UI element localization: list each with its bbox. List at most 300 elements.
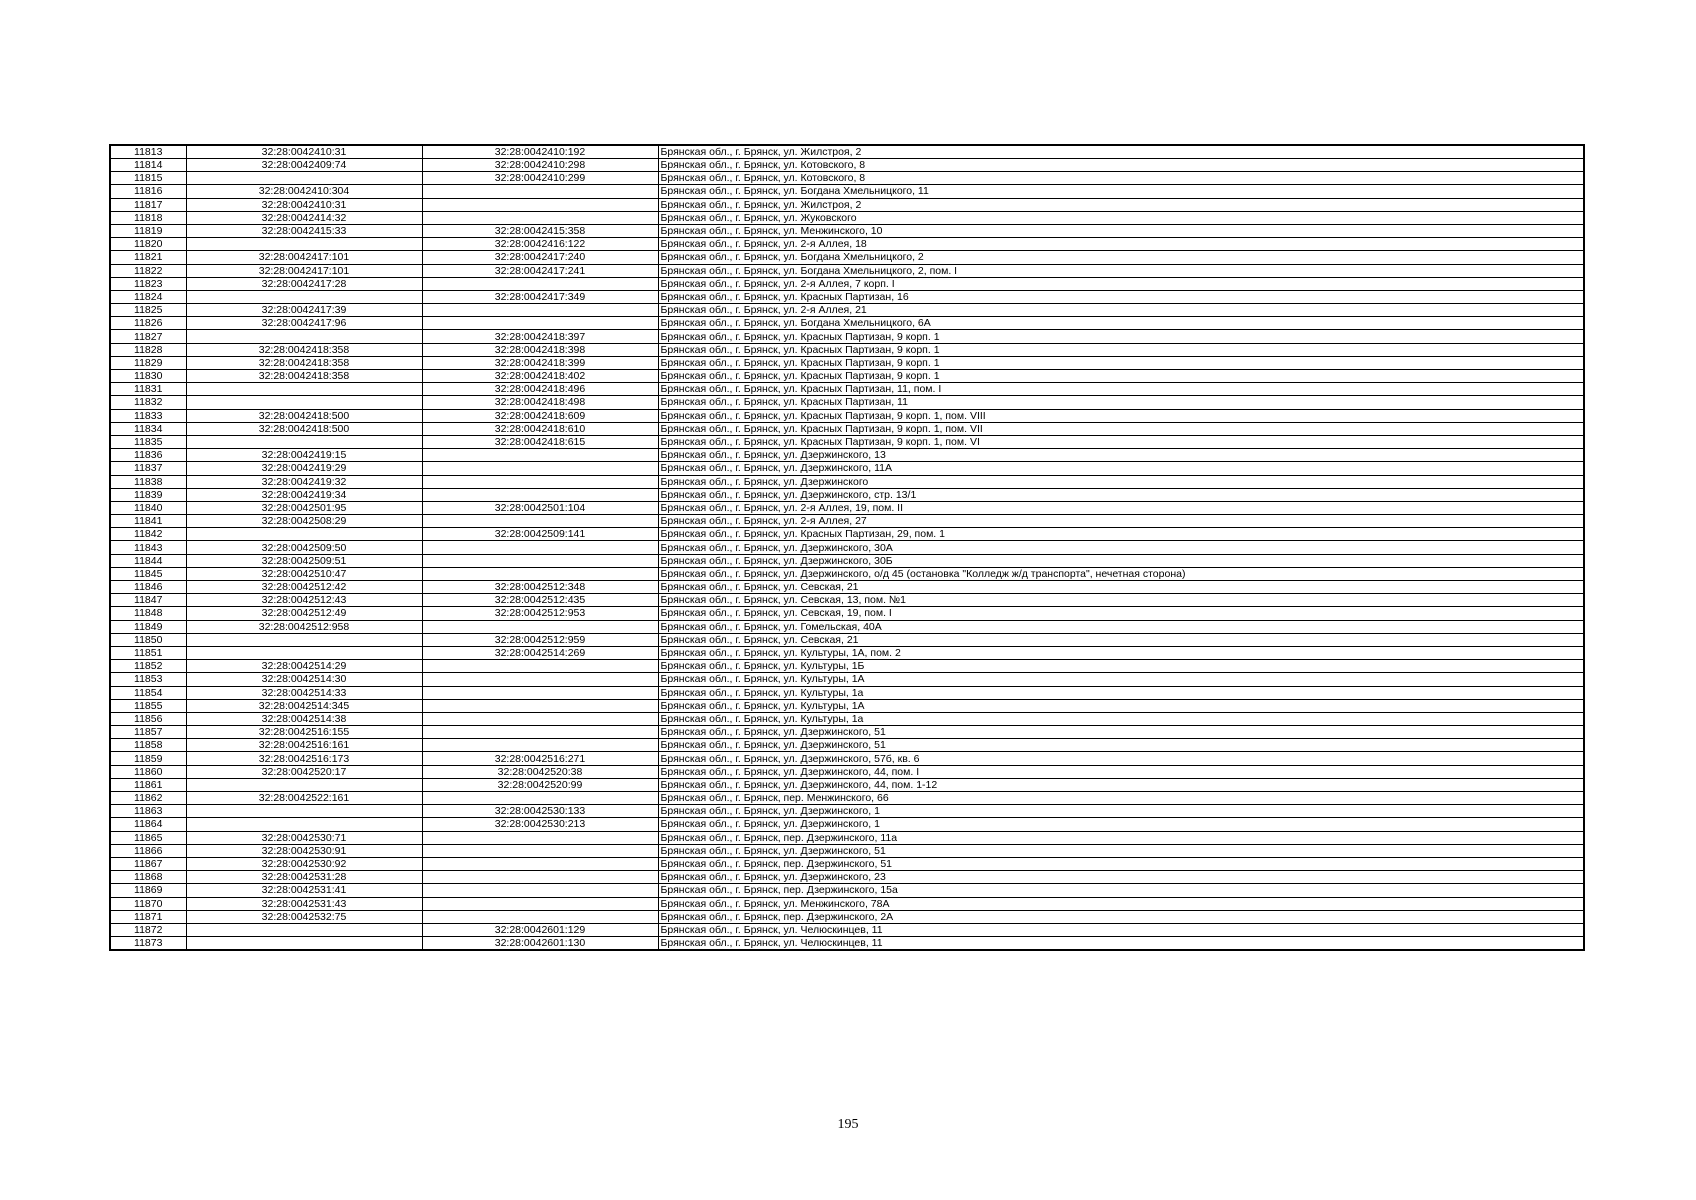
parcel-number-cell: 32:28:0042417:39 <box>186 304 422 317</box>
building-number-cell: 32:28:0042601:130 <box>422 937 658 951</box>
address-cell: Брянская обл., г. Брянск, ул. Красных Партизан, 9 корп. 1 <box>658 330 1584 343</box>
row-number-cell: 11816 <box>110 185 186 198</box>
address-cell: Брянская обл., г. Брянск, ул. Культуры, 1А, пом. 2 <box>658 646 1584 659</box>
parcel-number-cell: 32:28:0042510:47 <box>186 567 422 580</box>
building-number-cell: 32:28:0042415:358 <box>422 224 658 237</box>
row-number-cell: 11867 <box>110 857 186 870</box>
address-cell: Брянская обл., г. Брянск, пер. Менжинского, 66 <box>658 792 1584 805</box>
building-number-cell: 32:28:0042418:402 <box>422 370 658 383</box>
building-number-cell: 32:28:0042418:609 <box>422 409 658 422</box>
address-cell: Брянская обл., г. Брянск, ул. Дзержинского, 1 <box>658 805 1584 818</box>
parcel-number-cell: 32:28:0042417:96 <box>186 317 422 330</box>
building-number-cell: 32:28:0042512:953 <box>422 607 658 620</box>
table-row <box>110 831 1584 844</box>
table-row <box>110 726 1584 739</box>
row-number-cell: 11872 <box>110 923 186 936</box>
building-number-cell <box>422 660 658 673</box>
address-cell: Брянская обл., г. Брянск, ул. Красных Партизан, 9 корп. 1 <box>658 370 1584 383</box>
table-row <box>110 818 1584 831</box>
row-number-cell: 11854 <box>110 686 186 699</box>
parcel-number-cell: 32:28:0042531:28 <box>186 871 422 884</box>
table-row <box>110 646 1584 659</box>
row-number-cell: 11833 <box>110 409 186 422</box>
table-row <box>110 435 1584 448</box>
parcel-number-cell: 32:28:0042418:500 <box>186 409 422 422</box>
table-row <box>110 238 1584 251</box>
row-number-cell: 11862 <box>110 792 186 805</box>
parcel-number-cell: 32:28:0042530:91 <box>186 844 422 857</box>
address-cell: Брянская обл., г. Брянск, ул. Красных Партизан, 9 корп. 1, пом. VI <box>658 435 1584 448</box>
address-cell: Брянская обл., г. Брянск, пер. Дзержинского, 2А <box>658 910 1584 923</box>
parcel-number-cell: 32:28:0042512:958 <box>186 620 422 633</box>
table-row <box>110 937 1584 951</box>
table-row <box>110 805 1584 818</box>
address-cell: Брянская обл., г. Брянск, ул. Севская, 19, пом. I <box>658 607 1584 620</box>
row-number-cell: 11842 <box>110 528 186 541</box>
table-row <box>110 304 1584 317</box>
parcel-number-cell <box>186 330 422 343</box>
building-number-cell <box>422 673 658 686</box>
parcel-number-cell: 32:28:0042410:304 <box>186 185 422 198</box>
building-number-cell <box>422 488 658 501</box>
address-cell: Брянская обл., г. Брянск, ул. Севская, 21 <box>658 581 1584 594</box>
table-row <box>110 581 1584 594</box>
row-number-cell: 11847 <box>110 594 186 607</box>
parcel-number-cell: 32:28:0042520:17 <box>186 765 422 778</box>
row-number-cell: 11866 <box>110 844 186 857</box>
building-number-cell <box>422 884 658 897</box>
address-cell: Брянская обл., г. Брянск, ул. Культуры, 1А <box>658 673 1584 686</box>
address-cell: Брянская обл., г. Брянск, ул. Красных Партизан, 29, пом. 1 <box>658 528 1584 541</box>
parcel-number-cell: 32:28:0042418:358 <box>186 343 422 356</box>
parcel-number-cell: 32:28:0042414:32 <box>186 211 422 224</box>
parcel-number-cell <box>186 172 422 185</box>
building-number-cell <box>422 277 658 290</box>
building-number-cell: 32:28:0042512:435 <box>422 594 658 607</box>
building-number-cell <box>422 712 658 725</box>
building-number-cell <box>422 686 658 699</box>
parcel-number-cell: 32:28:0042514:345 <box>186 699 422 712</box>
building-number-cell: 32:28:0042514:269 <box>422 646 658 659</box>
row-number-cell: 11856 <box>110 712 186 725</box>
address-cell: Брянская обл., г. Брянск, ул. Красных Партизан, 9 корп. 1 <box>658 356 1584 369</box>
address-cell: Брянская обл., г. Брянск, ул. Дзержинского, 1 <box>658 818 1584 831</box>
row-number-cell: 11819 <box>110 224 186 237</box>
table-row <box>110 343 1584 356</box>
row-number-cell: 11834 <box>110 422 186 435</box>
cadastral-table <box>109 144 1585 951</box>
address-cell: Брянская обл., г. Брянск, ул. Красных Партизан, 9 корп. 1, пом. VIII <box>658 409 1584 422</box>
parcel-number-cell: 32:28:0042419:34 <box>186 488 422 501</box>
parcel-number-cell: 32:28:0042415:33 <box>186 224 422 237</box>
parcel-number-cell: 32:28:0042418:358 <box>186 356 422 369</box>
building-number-cell <box>422 699 658 712</box>
building-number-cell <box>422 317 658 330</box>
table-row <box>110 699 1584 712</box>
parcel-number-cell: 32:28:0042530:71 <box>186 831 422 844</box>
address-cell: Брянская обл., г. Брянск, ул. Челюскинцев, 11 <box>658 937 1584 951</box>
row-number-cell: 11818 <box>110 211 186 224</box>
building-number-cell: 32:28:0042418:496 <box>422 383 658 396</box>
parcel-number-cell <box>186 805 422 818</box>
parcel-number-cell <box>186 435 422 448</box>
building-number-cell: 32:28:0042410:298 <box>422 159 658 172</box>
table-row <box>110 528 1584 541</box>
table-row <box>110 330 1584 343</box>
address-cell: Брянская обл., г. Брянск, ул. Богдана Хмельницкого, 11 <box>658 185 1584 198</box>
parcel-number-cell <box>186 633 422 646</box>
table-row <box>110 923 1584 936</box>
row-number-cell: 11840 <box>110 501 186 514</box>
parcel-number-cell: 32:28:0042531:43 <box>186 897 422 910</box>
row-number-cell: 11828 <box>110 343 186 356</box>
row-number-cell: 11824 <box>110 290 186 303</box>
parcel-number-cell: 32:28:0042410:31 <box>186 145 422 159</box>
building-number-cell: 32:28:0042516:271 <box>422 752 658 765</box>
table-row <box>110 251 1584 264</box>
row-number-cell: 11859 <box>110 752 186 765</box>
address-cell: Брянская обл., г. Брянск, ул. Красных Партизан, 11, пом. I <box>658 383 1584 396</box>
building-number-cell: 32:28:0042512:959 <box>422 633 658 646</box>
parcel-number-cell <box>186 238 422 251</box>
parcel-number-cell <box>186 528 422 541</box>
row-number-cell: 11835 <box>110 435 186 448</box>
parcel-number-cell <box>186 778 422 791</box>
address-cell: Брянская обл., г. Брянск, ул. Котовского, 8 <box>658 159 1584 172</box>
building-number-cell <box>422 792 658 805</box>
building-number-cell <box>422 831 658 844</box>
address-cell: Брянская обл., г. Брянск, ул. Севская, 21 <box>658 633 1584 646</box>
table-row <box>110 198 1584 211</box>
table-row <box>110 712 1584 725</box>
row-number-cell: 11857 <box>110 726 186 739</box>
address-cell: Брянская обл., г. Брянск, ул. Красных Партизан, 9 корп. 1 <box>658 343 1584 356</box>
building-number-cell: 32:28:0042416:122 <box>422 238 658 251</box>
parcel-number-cell: 32:28:0042501:95 <box>186 501 422 514</box>
parcel-number-cell: 32:28:0042512:49 <box>186 607 422 620</box>
address-cell: Брянская обл., г. Брянск, ул. Дзержинского, стр. 13/1 <box>658 488 1584 501</box>
parcel-number-cell: 32:28:0042417:28 <box>186 277 422 290</box>
table-row <box>110 620 1584 633</box>
parcel-number-cell: 32:28:0042417:101 <box>186 264 422 277</box>
building-number-cell: 32:28:0042530:133 <box>422 805 658 818</box>
table-row <box>110 594 1584 607</box>
table-row <box>110 778 1584 791</box>
building-number-cell: 32:28:0042530:213 <box>422 818 658 831</box>
building-number-cell: 32:28:0042509:141 <box>422 528 658 541</box>
row-number-cell: 11841 <box>110 515 186 528</box>
row-number-cell: 11851 <box>110 646 186 659</box>
row-number-cell: 11813 <box>110 145 186 159</box>
address-cell: Брянская обл., г. Брянск, ул. Дзержинского, 44, пом. 1-12 <box>658 778 1584 791</box>
address-cell: Брянская обл., г. Брянск, ул. Дзержинского, 51 <box>658 844 1584 857</box>
address-cell: Брянская обл., г. Брянск, ул. Дзержинского, 57б, кв. 6 <box>658 752 1584 765</box>
table-row <box>110 383 1584 396</box>
building-number-cell: 32:28:0042410:299 <box>422 172 658 185</box>
row-number-cell: 11871 <box>110 910 186 923</box>
address-cell: Брянская обл., г. Брянск, ул. Дзержинского, 44, пом. I <box>658 765 1584 778</box>
address-cell: Брянская обл., г. Брянск, ул. Дзержинского, 11А <box>658 462 1584 475</box>
building-number-cell <box>422 515 658 528</box>
address-cell: Брянская обл., г. Брянск, ул. Богдана Хмельницкого, 2, пом. I <box>658 264 1584 277</box>
parcel-number-cell: 32:28:0042419:29 <box>186 462 422 475</box>
address-cell: Брянская обл., г. Брянск, ул. Севская, 13, пом. №1 <box>658 594 1584 607</box>
address-cell: Брянская обл., г. Брянск, пер. Дзержинского, 51 <box>658 857 1584 870</box>
building-number-cell: 32:28:0042418:615 <box>422 435 658 448</box>
parcel-number-cell <box>186 923 422 936</box>
parcel-number-cell <box>186 937 422 951</box>
address-cell: Брянская обл., г. Брянск, пер. Дзержинского, 15а <box>658 884 1584 897</box>
address-cell: Брянская обл., г. Брянск, ул. 2-я Аллея, 19, пом. II <box>658 501 1584 514</box>
row-number-cell: 11846 <box>110 581 186 594</box>
table-row <box>110 567 1584 580</box>
address-cell: Брянская обл., г. Брянск, ул. Богдана Хмельницкого, 6А <box>658 317 1584 330</box>
table-row <box>110 462 1584 475</box>
table-row <box>110 317 1584 330</box>
address-cell: Брянская обл., г. Брянск, ул. Жуковского <box>658 211 1584 224</box>
building-number-cell: 32:28:0042418:398 <box>422 343 658 356</box>
table-row <box>110 159 1584 172</box>
table-row <box>110 501 1584 514</box>
table-body <box>110 145 1584 950</box>
address-cell: Брянская обл., г. Брянск, ул. Дзержинского, 30Б <box>658 554 1584 567</box>
row-number-cell: 11821 <box>110 251 186 264</box>
parcel-number-cell: 32:28:0042410:31 <box>186 198 422 211</box>
parcel-number-cell: 32:28:0042516:161 <box>186 739 422 752</box>
row-number-cell: 11815 <box>110 172 186 185</box>
building-number-cell: 32:28:0042418:610 <box>422 422 658 435</box>
row-number-cell: 11849 <box>110 620 186 633</box>
address-cell: Брянская обл., г. Брянск, ул. Красных Партизан, 16 <box>658 290 1584 303</box>
building-number-cell: 32:28:0042501:104 <box>422 501 658 514</box>
table-row <box>110 541 1584 554</box>
address-cell: Брянская обл., г. Брянск, ул. 2-я Аллея, 21 <box>658 304 1584 317</box>
address-cell: Брянская обл., г. Брянск, ул. Дзержинского, 51 <box>658 726 1584 739</box>
table-row <box>110 356 1584 369</box>
building-number-cell: 32:28:0042520:38 <box>422 765 658 778</box>
building-number-cell <box>422 739 658 752</box>
table-row <box>110 752 1584 765</box>
parcel-number-cell: 32:28:0042514:33 <box>186 686 422 699</box>
building-number-cell <box>422 462 658 475</box>
row-number-cell: 11858 <box>110 739 186 752</box>
table-row <box>110 897 1584 910</box>
table-row <box>110 172 1584 185</box>
row-number-cell: 11850 <box>110 633 186 646</box>
row-number-cell: 11843 <box>110 541 186 554</box>
building-number-cell: 32:28:0042601:129 <box>422 923 658 936</box>
row-number-cell: 11844 <box>110 554 186 567</box>
building-number-cell <box>422 541 658 554</box>
building-number-cell <box>422 304 658 317</box>
building-number-cell <box>422 185 658 198</box>
building-number-cell <box>422 198 658 211</box>
address-cell: Брянская обл., г. Брянск, ул. Дзержинского, 51 <box>658 739 1584 752</box>
parcel-number-cell: 32:28:0042509:50 <box>186 541 422 554</box>
table-row <box>110 211 1584 224</box>
parcel-number-cell: 32:28:0042508:29 <box>186 515 422 528</box>
parcel-number-cell: 32:28:0042419:32 <box>186 475 422 488</box>
building-number-cell <box>422 910 658 923</box>
table-row <box>110 396 1584 409</box>
table-row <box>110 290 1584 303</box>
row-number-cell: 11832 <box>110 396 186 409</box>
address-cell: Брянская обл., г. Брянск, ул. 2-я Аллея, 27 <box>658 515 1584 528</box>
parcel-number-cell <box>186 396 422 409</box>
row-number-cell: 11865 <box>110 831 186 844</box>
address-cell: Брянская обл., г. Брянск, ул. Красных Партизан, 11 <box>658 396 1584 409</box>
table-row <box>110 264 1584 277</box>
table-row <box>110 765 1584 778</box>
parcel-number-cell <box>186 646 422 659</box>
row-number-cell: 11830 <box>110 370 186 383</box>
row-number-cell: 11838 <box>110 475 186 488</box>
parcel-number-cell: 32:28:0042516:173 <box>186 752 422 765</box>
building-number-cell <box>422 449 658 462</box>
parcel-number-cell: 32:28:0042512:43 <box>186 594 422 607</box>
row-number-cell: 11861 <box>110 778 186 791</box>
table-row <box>110 844 1584 857</box>
row-number-cell: 11864 <box>110 818 186 831</box>
parcel-number-cell: 32:28:0042514:30 <box>186 673 422 686</box>
building-number-cell <box>422 897 658 910</box>
row-number-cell: 11825 <box>110 304 186 317</box>
table-row <box>110 633 1584 646</box>
parcel-number-cell: 32:28:0042417:101 <box>186 251 422 264</box>
address-cell: Брянская обл., г. Брянск, ул. Дзержинского, 13 <box>658 449 1584 462</box>
building-number-cell <box>422 871 658 884</box>
table-row <box>110 739 1584 752</box>
address-cell: Брянская обл., г. Брянск, пер. Дзержинского, 11а <box>658 831 1584 844</box>
table-row <box>110 910 1584 923</box>
table-row <box>110 277 1584 290</box>
table-row <box>110 554 1584 567</box>
building-number-cell <box>422 857 658 870</box>
address-cell: Брянская обл., г. Брянск, ул. Дзержинского, 23 <box>658 871 1584 884</box>
row-number-cell: 11823 <box>110 277 186 290</box>
address-cell: Брянская обл., г. Брянск, ул. Жилстроя, 2 <box>658 198 1584 211</box>
address-cell: Брянская обл., г. Брянск, ул. Богдана Хмельницкого, 2 <box>658 251 1584 264</box>
building-number-cell <box>422 567 658 580</box>
address-cell: Брянская обл., г. Брянск, ул. Жилстроя, 2 <box>658 145 1584 159</box>
parcel-number-cell: 32:28:0042509:51 <box>186 554 422 567</box>
page-number: 195 <box>837 1117 859 1132</box>
table-row <box>110 488 1584 501</box>
parcel-number-cell: 32:28:0042514:29 <box>186 660 422 673</box>
address-cell: Брянская обл., г. Брянск, ул. 2-я Аллея, 18 <box>658 238 1584 251</box>
table-row <box>110 884 1584 897</box>
parcel-number-cell: 32:28:0042532:75 <box>186 910 422 923</box>
row-number-cell: 11845 <box>110 567 186 580</box>
row-number-cell: 11852 <box>110 660 186 673</box>
row-number-cell: 11820 <box>110 238 186 251</box>
building-number-cell: 32:28:0042418:498 <box>422 396 658 409</box>
address-cell: Брянская обл., г. Брянск, ул. Красных Партизан, 9 корп. 1, пом. VII <box>658 422 1584 435</box>
table-row <box>110 409 1584 422</box>
row-number-cell: 11873 <box>110 937 186 951</box>
parcel-number-cell: 32:28:0042419:15 <box>186 449 422 462</box>
address-cell: Брянская обл., г. Брянск, ул. Менжинского, 10 <box>658 224 1584 237</box>
row-number-cell: 11814 <box>110 159 186 172</box>
row-number-cell: 11868 <box>110 871 186 884</box>
row-number-cell: 11817 <box>110 198 186 211</box>
table-row <box>110 370 1584 383</box>
row-number-cell: 11837 <box>110 462 186 475</box>
parcel-number-cell: 32:28:0042514:38 <box>186 712 422 725</box>
address-cell: Брянская обл., г. Брянск, ул. Дзержинского, о/д 45 (остановка "Колледж ж/д транспорта", нечетная сторона) <box>658 567 1584 580</box>
row-number-cell: 11829 <box>110 356 186 369</box>
parcel-number-cell <box>186 383 422 396</box>
table-row <box>110 660 1584 673</box>
building-number-cell: 32:28:0042417:241 <box>422 264 658 277</box>
table-row <box>110 515 1584 528</box>
building-number-cell: 32:28:0042410:192 <box>422 145 658 159</box>
building-number-cell: 32:28:0042418:399 <box>422 356 658 369</box>
parcel-number-cell: 32:28:0042418:358 <box>186 370 422 383</box>
table-row <box>110 475 1584 488</box>
table-row <box>110 607 1584 620</box>
table-row <box>110 145 1584 159</box>
row-number-cell: 11869 <box>110 884 186 897</box>
address-cell: Брянская обл., г. Брянск, ул. Челюскинцев, 11 <box>658 923 1584 936</box>
building-number-cell: 32:28:0042418:397 <box>422 330 658 343</box>
address-cell: Брянская обл., г. Брянск, ул. Менжинского, 78А <box>658 897 1584 910</box>
table-row <box>110 792 1584 805</box>
parcel-number-cell: 32:28:0042531:41 <box>186 884 422 897</box>
building-number-cell <box>422 475 658 488</box>
row-number-cell: 11855 <box>110 699 186 712</box>
building-number-cell <box>422 211 658 224</box>
address-cell: Брянская обл., г. Брянск, ул. Дзержинского, 30А <box>658 541 1584 554</box>
building-number-cell: 32:28:0042520:99 <box>422 778 658 791</box>
parcel-number-cell: 32:28:0042530:92 <box>186 857 422 870</box>
parcel-number-cell: 32:28:0042512:42 <box>186 581 422 594</box>
table-row <box>110 857 1584 870</box>
row-number-cell: 11848 <box>110 607 186 620</box>
address-cell: Брянская обл., г. Брянск, ул. Котовского, 8 <box>658 172 1584 185</box>
building-number-cell: 32:28:0042512:348 <box>422 581 658 594</box>
building-number-cell: 32:28:0042417:240 <box>422 251 658 264</box>
row-number-cell: 11827 <box>110 330 186 343</box>
table-row <box>110 422 1584 435</box>
row-number-cell: 11831 <box>110 383 186 396</box>
table-row <box>110 871 1584 884</box>
building-number-cell <box>422 554 658 567</box>
address-cell: Брянская обл., г. Брянск, ул. Культуры, 1Б <box>658 660 1584 673</box>
row-number-cell: 11826 <box>110 317 186 330</box>
address-cell: Брянская обл., г. Брянск, ул. Культуры, 1а <box>658 712 1584 725</box>
parcel-number-cell: 32:28:0042522:161 <box>186 792 422 805</box>
table-row <box>110 224 1584 237</box>
parcel-number-cell <box>186 290 422 303</box>
row-number-cell: 11822 <box>110 264 186 277</box>
parcel-number-cell: 32:28:0042418:500 <box>186 422 422 435</box>
address-cell: Брянская обл., г. Брянск, ул. Дзержинского <box>658 475 1584 488</box>
row-number-cell: 11860 <box>110 765 186 778</box>
row-number-cell: 11836 <box>110 449 186 462</box>
row-number-cell: 11853 <box>110 673 186 686</box>
parcel-number-cell: 32:28:0042516:155 <box>186 726 422 739</box>
row-number-cell: 11863 <box>110 805 186 818</box>
building-number-cell <box>422 726 658 739</box>
building-number-cell <box>422 620 658 633</box>
address-cell: Брянская обл., г. Брянск, ул. Культуры, 1А <box>658 699 1584 712</box>
table-row <box>110 673 1584 686</box>
row-number-cell: 11839 <box>110 488 186 501</box>
table-row <box>110 449 1584 462</box>
table-row <box>110 185 1584 198</box>
building-number-cell: 32:28:0042417:349 <box>422 290 658 303</box>
